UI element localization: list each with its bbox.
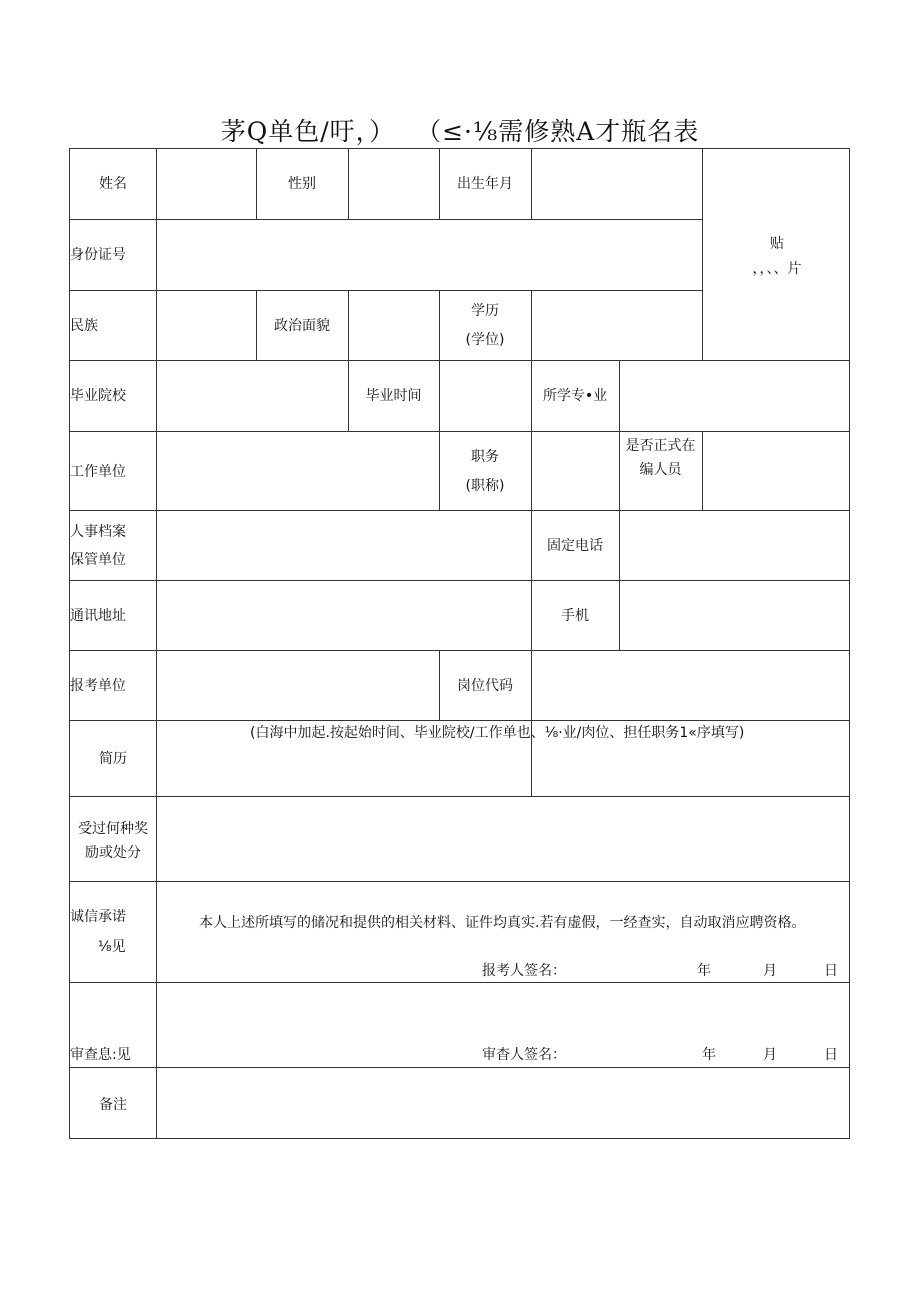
graduation-time-field[interactable] [440,361,531,431]
id-number-label: 身份证号 [70,247,126,263]
awards-label-line1: 受过何种奖 [78,821,148,837]
archive-unit-field[interactable] [157,511,531,580]
applicant-signature-label: 报考人签名： [482,963,566,979]
resume-hint: (白海中加起.按起始时间、毕业院校/工作单也、⅛·业/肉位、担任职务1«序填写) [250,725,745,741]
integrity-statement: 本人上述所填写的储况和提供的相关材料、证件均真实.若有虚假，一经查实，自动取消应聘资格。 [199,915,806,931]
gender-field[interactable] [349,150,439,219]
resume-field[interactable] [157,746,850,796]
mobile-label: 手机 [561,608,589,624]
remarks-field[interactable] [157,1068,850,1138]
graduate-school-field[interactable] [157,361,348,431]
resume-label: 简历 [99,751,127,767]
name-label: 姓名 [99,176,127,192]
awards-label-line2: 励或处分 [85,845,141,861]
graduation-time-label: 毕业时间 [365,388,422,404]
gender-label: 性别 [288,176,316,192]
formal-staff-field[interactable] [703,432,850,510]
form-title [0,112,920,148]
political-status-label: 政治面貌 [274,318,330,334]
address-field[interactable] [157,581,531,650]
review-opinion-label: 审查息:见 [70,1047,131,1063]
name-field[interactable] [157,150,256,219]
form-title-right: （≤·⅛需修熟A才瓶名表 [416,117,700,146]
reviewer-date-month: 月 [763,1047,777,1063]
ethnicity-field[interactable] [157,291,256,360]
position-label-line1: 职务 [471,449,499,465]
remarks-label: 备注 [99,1097,127,1113]
work-unit-label: 工作单位 [70,464,126,480]
apply-unit-field[interactable] [157,651,439,720]
position-field[interactable] [532,432,619,510]
applicant-date-day: 日 [824,963,838,979]
reviewer-signature-field[interactable] [568,1043,688,1065]
landline-field[interactable] [620,511,850,580]
integrity-label-line2: ⅛见 [98,939,126,955]
applicant-signature-field[interactable] [568,959,688,981]
political-status-field[interactable] [349,291,439,360]
photo-label-line1: 贴 [770,236,784,252]
position-label-line2: (职称) [465,478,505,494]
applicant-date-month: 月 [763,963,777,979]
landline-label: 固定电话 [547,538,603,554]
education-label-line2: (学位) [465,332,505,348]
photo-area[interactable] [703,150,850,360]
archive-unit-label-line1: 人事档案 [70,524,126,540]
reviewer-date-day: 日 [824,1047,838,1063]
awards-field[interactable] [157,797,850,881]
form-title-left: 茅Q单色/吁，） [220,117,396,146]
birth-field[interactable] [532,150,702,219]
address-label: 通讯地址 [70,608,126,624]
birth-label: 出生年月 [457,176,513,192]
registration-form-table [69,148,850,1139]
formal-staff-label-line1: 是否正式在 [625,438,696,454]
graduate-school-label: 毕业院校 [70,388,126,404]
work-unit-field[interactable] [157,432,439,510]
reviewer-signature-label: 审杳人签名： [482,1047,566,1063]
archive-unit-label-line2: 保管单位 [70,552,126,568]
ethnicity-label: 民族 [70,318,98,334]
education-label-line1: 学历 [471,303,499,319]
job-code-label: 岗位代码 [457,678,513,694]
photo-label-line2: ，，、、片 [752,261,802,277]
apply-unit-label: 报考单位 [70,678,126,694]
mobile-field[interactable] [620,581,850,650]
formal-staff-label-line2: 编人员 [639,462,682,478]
major-label: 所学专•业 [542,388,608,404]
integrity-label-line1: 诚信承诺 [70,909,126,925]
reviewer-date-year: 年 [702,1047,716,1063]
applicant-date-year: 年 [697,963,711,979]
major-field[interactable] [620,361,850,431]
education-field[interactable] [532,291,702,360]
review-opinion-field[interactable] [157,983,850,1041]
id-number-field[interactable] [157,220,702,290]
job-code-field[interactable] [532,651,850,720]
